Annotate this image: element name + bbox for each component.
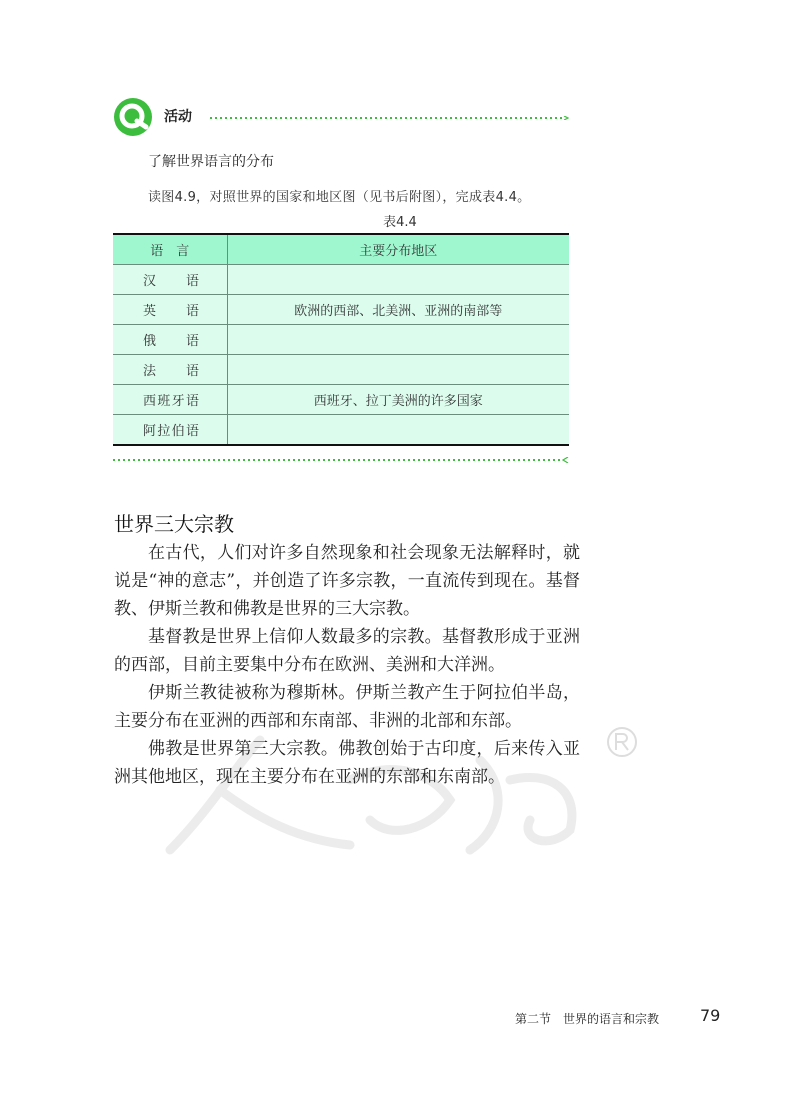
paragraph: 佛教是世界第三大宗教。佛教创始于古印度，后来传入亚洲其他地区，现在主要分布在亚洲的东部和东南部。	[114, 739, 580, 787]
region-cell[interactable]	[227, 415, 569, 446]
table-row	[113, 295, 569, 325]
language-cell: 俄语	[143, 334, 199, 349]
footer-section-label: 第二节 世界的语言和宗教	[515, 1012, 660, 1026]
page-number: 79	[700, 1006, 721, 1025]
region-cell[interactable]	[227, 325, 569, 355]
table-row	[113, 415, 569, 446]
activity-instruction: 读图4.9，对照世界的国家和地区图（见书后附图），完成表4.4。	[148, 190, 531, 205]
language-cell: 汉语	[143, 274, 199, 289]
activity-label: 活动	[164, 109, 192, 125]
activity-icon	[113, 97, 153, 137]
language-distribution-table	[113, 233, 569, 446]
region-cell: 西班牙、拉丁美洲的许多国家	[227, 385, 569, 415]
section-heading: 世界三大宗教	[114, 512, 234, 536]
table-header-region: 主要分布地区	[227, 234, 569, 265]
activity-bottom-dotted-line	[113, 457, 570, 463]
region-cell[interactable]	[227, 355, 569, 385]
activity-top-dotted-line	[210, 116, 570, 120]
language-cell: 英语	[143, 304, 199, 319]
table-header-language: 语 言	[113, 234, 227, 265]
paragraph: 伊斯兰教徒被称为穆斯林。伊斯兰教产生于阿拉伯半岛，主要分布在亚洲的西部和东南部、非洲的北部和东部。	[114, 683, 580, 731]
activity-title: 了解世界语言的分布	[148, 154, 274, 170]
region-cell: 欧洲的西部、北美洲、亚洲的南部等	[227, 295, 569, 325]
region-cell[interactable]	[227, 265, 569, 295]
table-row	[113, 265, 569, 295]
language-cell: 西班牙语	[143, 394, 199, 409]
table-row	[113, 355, 569, 385]
table-row	[113, 385, 569, 415]
table-header-row	[113, 234, 569, 265]
table-row	[113, 325, 569, 355]
language-cell: 法语	[143, 364, 199, 379]
paragraph: 基督教是世界上信仰人数最多的宗教。基督教形成于亚洲的西部，目前主要集中分布在欧洲、美洲和大洋洲。	[114, 627, 580, 675]
language-cell: 阿拉伯语	[143, 424, 199, 439]
paragraph: 在古代，人们对许多自然现象和社会现象无法解释时，就说是“神的意志”，并创造了许多宗教，一直流传到现在。基督教、伊斯兰教和佛教是世界的三大宗教。	[114, 543, 580, 619]
table-caption: 表4.4	[383, 215, 417, 230]
